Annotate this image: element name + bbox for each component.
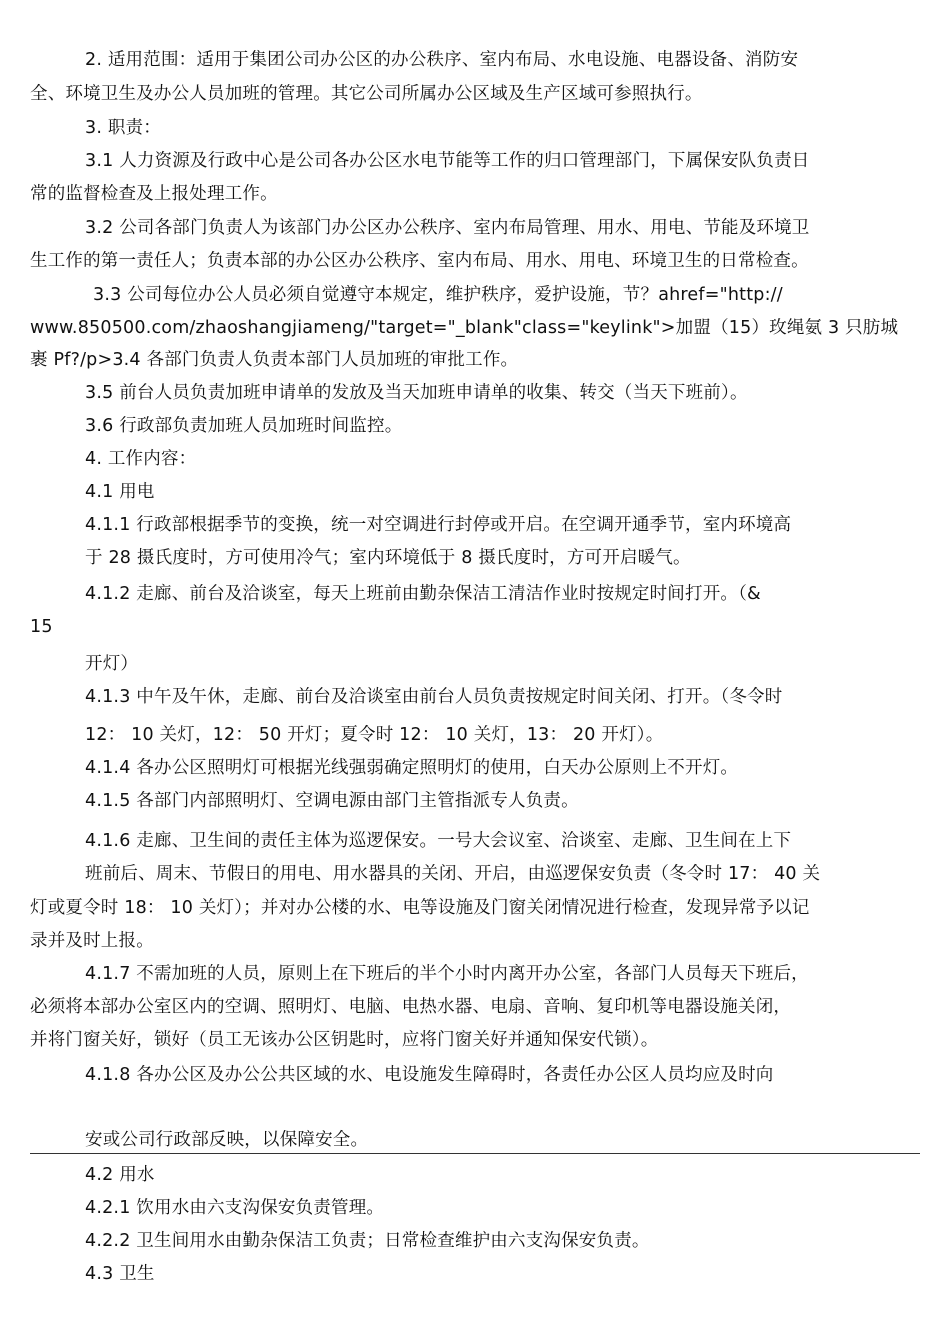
item-4-1-8-line-1: 4.1.8 各办公区及办公公共区域的水、电设施发生障碍时，各责任办公区人员均应及时向 (85, 1065, 774, 1085)
horizontal-divider (30, 1153, 920, 1154)
item-4-2-2-line: 4.2.2 卫生间用水由勤杂保洁工负责；日常检查维护由六支沟保安负责。 (85, 1231, 650, 1251)
duty-3-4-line: 裹 Pf?/p>3.4 各部门负责人负责本部门人员加班的审批工作。 (30, 350, 519, 370)
subsection-heading-water: 4.2 用水 (85, 1165, 155, 1185)
item-4-1-2-line-1: 4.1.2 走廊、前台及洽谈室，每天上班前由勤杂保洁工清洁作业时按规定时间打开。（& (85, 584, 761, 604)
duty-3-3-line-1: 3.3 公司每位办公人员必须自觉遵守本规定，维护秩序，爱护设施，节？ahref="http:// (93, 285, 783, 305)
item-4-1-4-line: 4.1.4 各办公区照明灯可根据光线强弱确定照明灯的使用，白天办公原则上不开灯。 (85, 758, 739, 778)
item-4-1-7-line-3: 并将门窗关好，锁好（员工无该办公区钥匙时，应将门窗关好并通知保安代锁）。 (30, 1030, 659, 1050)
item-4-1-3-line-1: 4.1.3 中午及午休，走廊、前台及洽谈室由前台人员负责按规定时间关闭、打开。（冬令时 (85, 687, 783, 707)
item-4-1-7-line-2: 必须将本部办公室区内的空调、照明灯、电脑、电热水器、电扇、音响、复印机等电器设施关闭， (30, 997, 792, 1017)
item-4-1-5-line: 4.1.5 各部门内部照明灯、空调电源由部门主管指派专人负责。 (85, 791, 579, 811)
item-4-1-6-line-3: 灯或夏令时 18： 10 关灯）；并对办公楼的水、电等设施及门窗关闭情况进行检查，发现异常予以记 (30, 898, 810, 918)
item-4-1-7-line-1: 4.1.7 不需加班的人员，原则上在下班后的半个小时内离开办公室，各部门人员每天下班后， (85, 964, 809, 984)
subsection-heading-electricity: 4.1 用电 (85, 482, 155, 502)
duty-3-2-line-1: 3.2 公司各部门负责人为该部门办公区办公秩序、室内布局管理、用水、用电、节能及环境卫 (85, 218, 810, 238)
duty-3-3-line-2: www.850500.com/zhaoshangjiameng/"target="_blank"class="keylink">加盟（15）玫绳氨 3 只肪城 (30, 318, 899, 338)
section-heading-work: 4. 工作内容： (85, 449, 197, 469)
item-4-1-2-line-3: 开灯） (85, 654, 139, 674)
item-4-1-8-line-2: 安或公司行政部反映，以保障安全。 (85, 1130, 369, 1150)
duty-3-1-line-2: 常的监督检查及上报处理工作。 (30, 184, 278, 204)
item-4-1-6-line-4: 录并及时上报。 (30, 931, 154, 951)
item-4-1-6-line-1: 4.1.6 走廊、卫生间的责任主体为巡逻保安。一号大会议室、洽谈室、走廊、卫生间在上下 (85, 831, 792, 851)
section-heading-duties: 3. 职责： (85, 118, 161, 138)
item-4-1-6-line-2: 班前后、周末、节假日的用电、用水器具的关闭、开启，由巡逻保安负责（冬令时 17： 40 关 (85, 864, 821, 884)
subsection-heading-hygiene: 4.3 卫生 (85, 1264, 155, 1284)
item-4-2-1-line: 4.2.1 饮用水由六支沟保安负责管理。 (85, 1198, 385, 1218)
scope-line-2: 全、环境卫生及办公人员加班的管理。其它公司所属办公区域及生产区域可参照执行。 (30, 84, 703, 104)
item-4-1-1-line-2: 于 28 摄氏度时，方可使用冷气；室内环境低于 8 摄氏度时，方可开启暖气。 (85, 548, 691, 568)
duty-3-2-line-2: 生工作的第一责任人；负责本部的办公区办公秩序、室内布局、用水、用电、环境卫生的日常检查。 (30, 251, 809, 271)
item-4-1-2-line-2: 15 (30, 617, 53, 637)
item-4-1-1-line-1: 4.1.1 行政部根据季节的变换，统一对空调进行封停或开启。在空调开通季节，室内环境高 (85, 515, 792, 535)
item-4-1-3-line-2: 12： 10 关灯，12： 50 开灯；夏令时 12： 10 关灯，13： 20 开灯）。 (85, 725, 664, 745)
duty-3-6-line: 3.6 行政部负责加班人员加班时间监控。 (85, 416, 403, 436)
duty-3-1-line-1: 3.1 人力资源及行政中心是公司各办公区水电节能等工作的归口管理部门，下属保安队负责日 (85, 151, 810, 171)
scope-line-1: 2. 适用范围：适用于集团公司办公区的办公秩序、室内布局、水电设施、电器设备、消防安 (85, 50, 799, 70)
duty-3-5-line: 3.5 前台人员负责加班申请单的发放及当天加班申请单的收集、转交（当天下班前）。 (85, 383, 748, 403)
